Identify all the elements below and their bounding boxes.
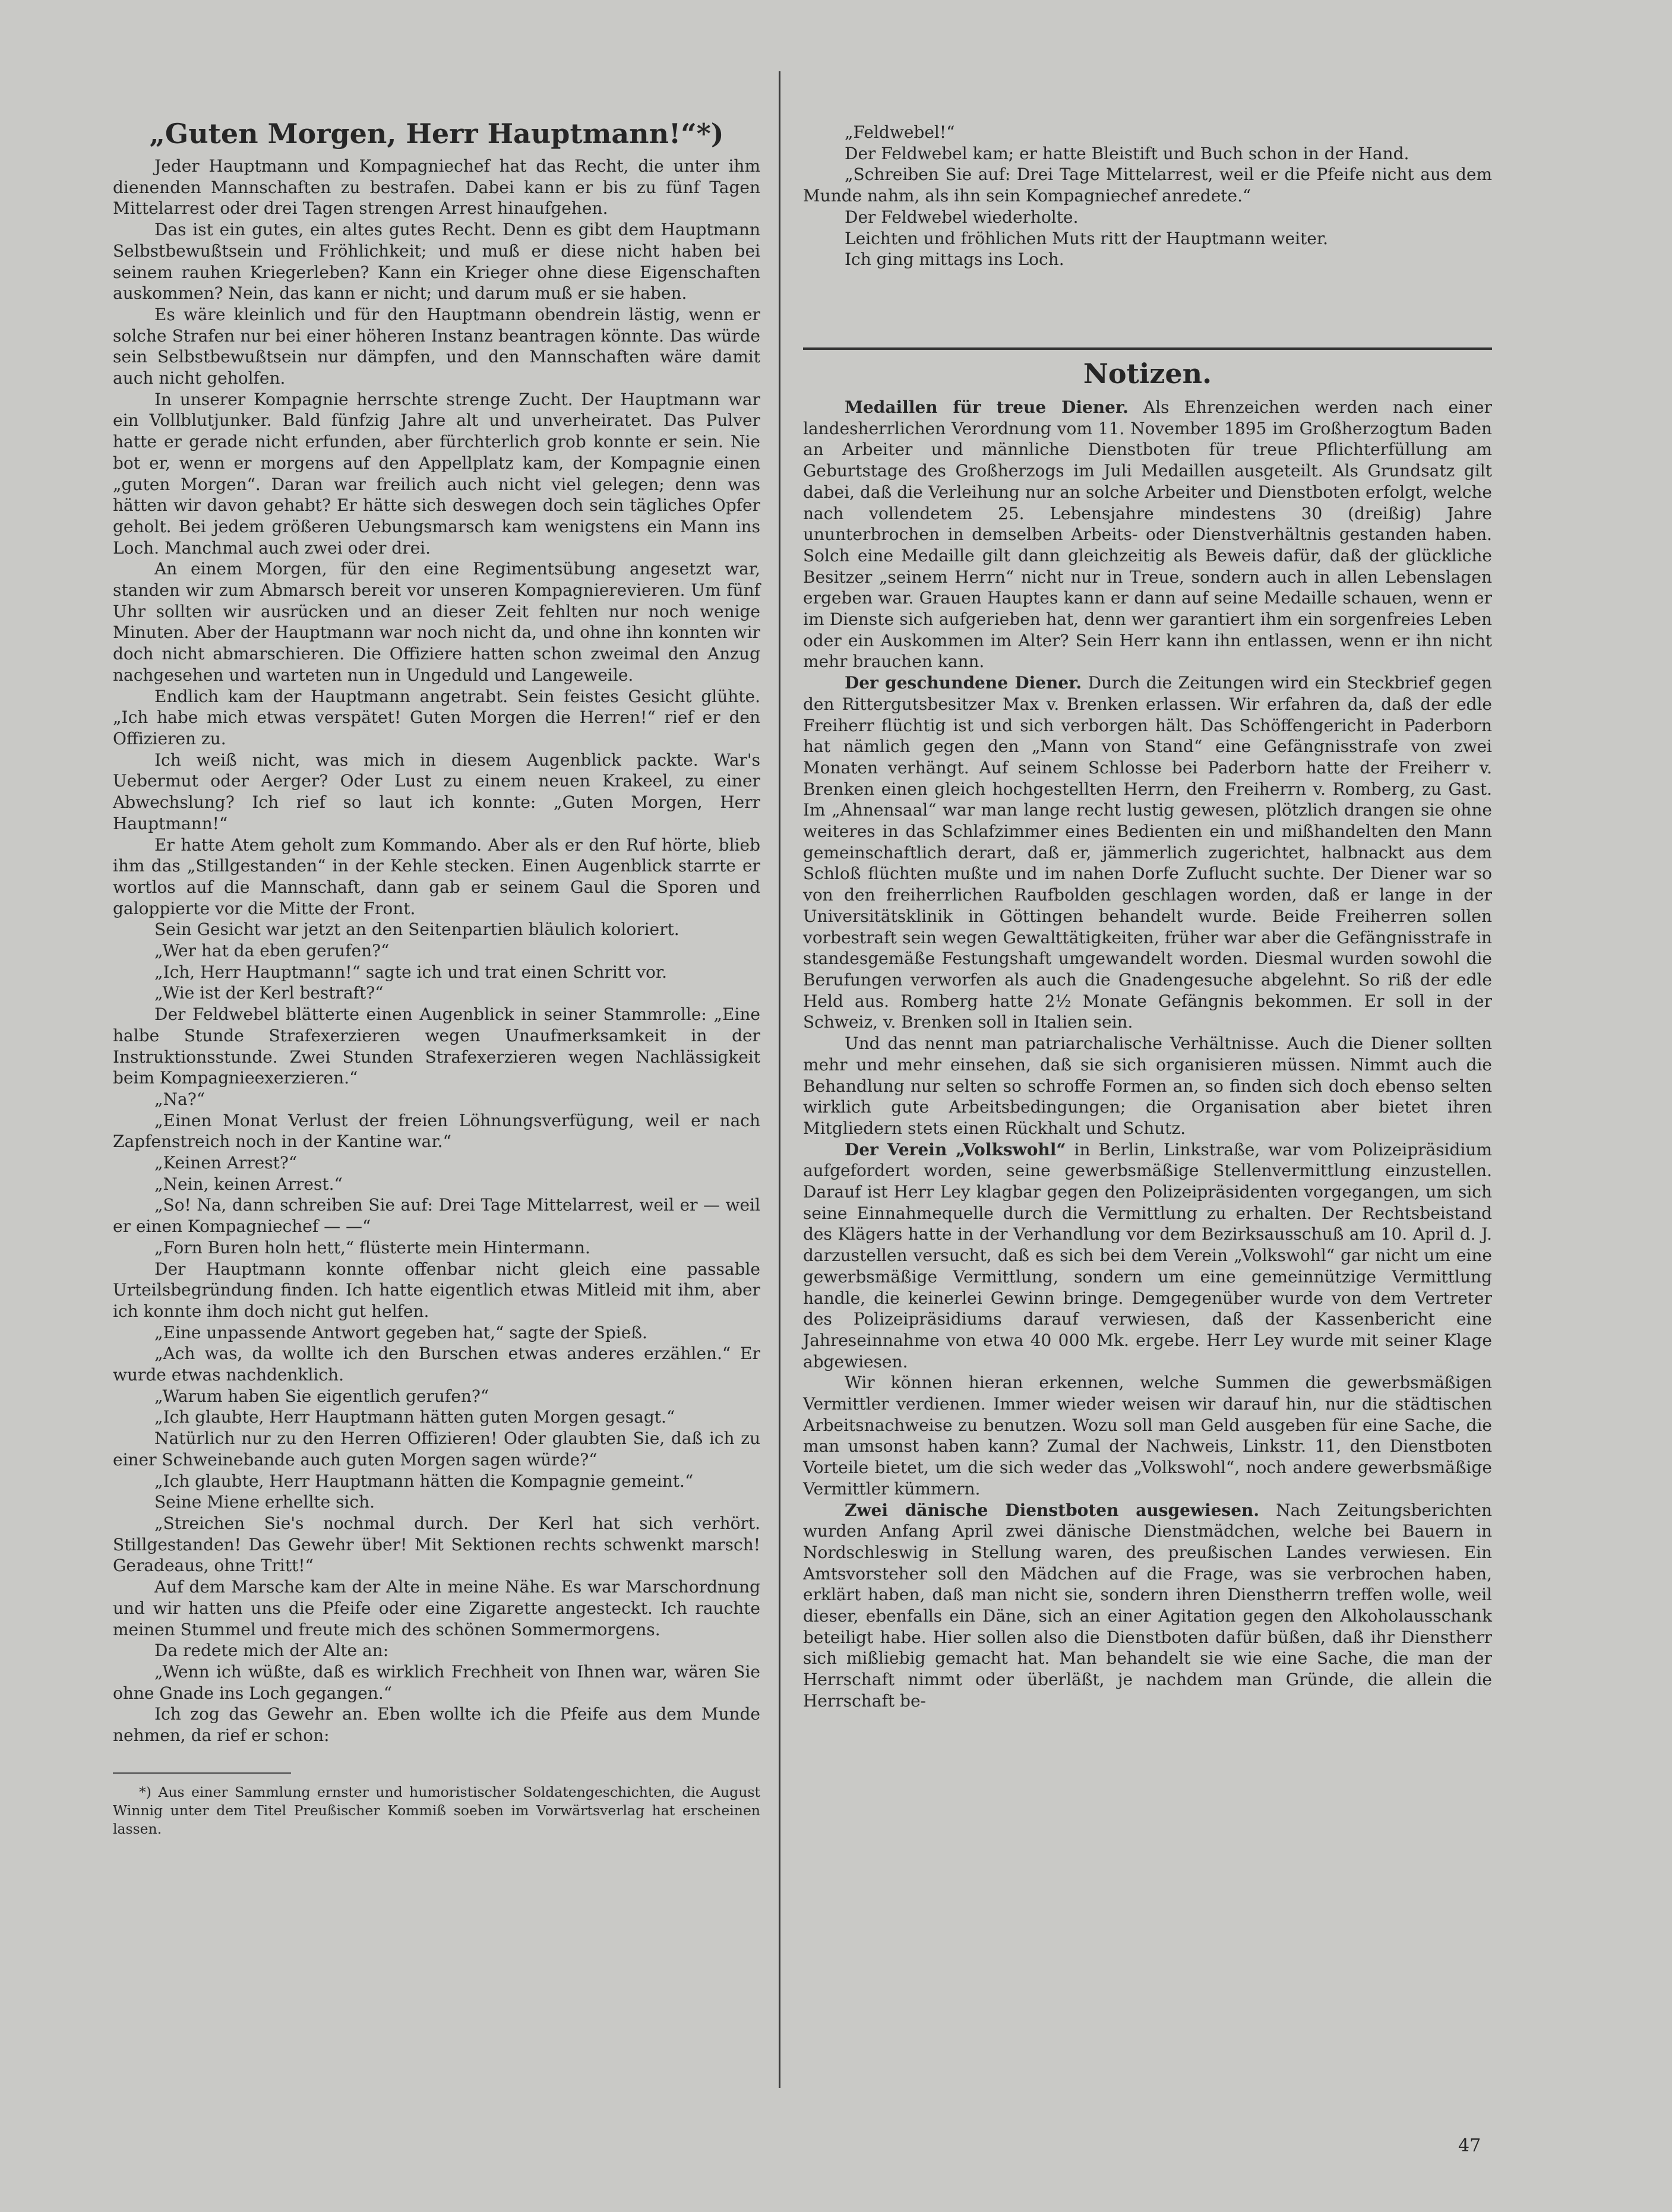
footnote: *) Aus einer Sammlung ernster und humoristischer Soldatengeschichten, die August Winnig unter dem Titel Preußischer Kommiß soeben im Vorwärtsverlag hat erscheinen lassen. [113,1783,760,1837]
page-number: 47 [1458,2135,1481,2156]
article-paragraph: „Eine unpassende Antwort gegeben hat,“ sagte der Spieß. [154,1322,647,1342]
article-paragraph: Endlich kam der Hauptmann angetrabt. Sein feistes Gesicht glühte. „Ich habe mich etwas verspätet! Guten Morgen die Herren!“ rief er den Offizieren zu. [113,686,760,748]
notiz-item [803,1500,1492,1712]
article-paragraph: Ich weiß nicht, was mich in diesem Augenblick packte. War's Uebermut oder Aerger? Oder Lust zu einem neuen Krakeel, zu einer Abwechslung? Ich rief so laut ich konnte: „Guten Morgen, Herr Hauptmann!“ [113,750,760,833]
article-paragraph: „Einen Monat Verlust der freien Löhnungsverfügung, weil er nach Zapfenstreich noch in der Kantine war.“ [113,1110,760,1152]
article-paragraph: Der Feldwebel blätterte einen Augenblick in seiner Stammrolle: „Eine halbe Stunde Strafexerzieren wegen Unaufmerksamkeit in der Instruktionsstunde. Zwei Stunden Strafexerzieren wegen Nachlässigkeit beim Kompagnieexerzieren.“ [113,1004,760,1088]
notiz-item [803,672,1492,1033]
notiz-title: Der Verein „Volkswohl“ [845,1139,1066,1159]
article-paragraph: „Ach was, da wollte ich den Burschen etwas anderes erzählen.“ Er wurde etwas nachdenklich. [113,1344,760,1385]
notizen-heading: Notizen. [1083,358,1212,390]
notiz-paragraph: Und das nennt man patriarchalische Verhältnisse. Auch die Diener sollten mehr und mehr einsehen, daß sie sich organisieren müssen. Nimmt auch die Behandlung nur selten so schroffe Formen an, so finden sich doch ebenso selten wirklich gute Arbeitsbedingungen; die Organisation aber bietet ihren Mitgliedern stets einen Rückhalt und Schutz. [803,1034,1492,1138]
article-paragraph: „Feldwebel!“ [845,122,955,142]
article-paragraph: „Schreiben Sie auf: Drei Tage Mittelarrest, weil er die Pfeife nicht aus dem Munde nahm, als ihn sein Kompagniechef anredete.“ [803,165,1492,206]
notiz-title: Medaillen für treue Diener. [845,397,1129,417]
notiz-item [803,397,1492,672]
article-paragraph: Auf dem Marsche kam der Alte in meine Nähe. Es war Marschordnung und wir hatten uns die Pfeife oder eine Zigarette angesteckt. Ich rauchte meinen Stummel und freute mich des schönen Sommermorgens. [113,1577,760,1639]
footnote-divider [113,1772,291,1774]
article-paragraph: Natürlich nur zu den Herren Offizieren! Oder glaubten Sie, daß ich zu einer Schweinebande auch guten Morgen sagen würde?“ [113,1429,760,1470]
notiz-title: Der geschundene Diener. [845,673,1082,693]
section-divider [803,347,1492,350]
article-paragraph: „So! Na, dann schreiben Sie auf: Drei Tage Mittelarrest, weil er — weil er einen Kompagniechef — —“ [113,1195,760,1237]
article-paragraph: Der Hauptmann konnte offenbar nicht gleich eine passable Urteilsbegründung finden. Ich hatte eigentlich etwas Mitleid mit ihm, aber ich konnte ihm doch nicht gut helfen. [113,1259,760,1321]
notiz-text: Nach Zeitungsberichten wurden Anfang April zwei dänische Dienstmädchen, welche bei Bauern in Nordschleswig in Stellung waren, des preußischen Landes verwiesen. Ein Amtsvorsteher soll den Mädchen auf die Frage, was sie verbrochen haben, erklärt haben, daß man nicht sie, sondern ihren Dienstherrn treffen wolle, weil dieser, ebenfalls ein Däne, sich an einer Agitation gegen den Alkoholausschank beteiligt habe. Hier sollen also die Dienstboten dafür büßen, daß ihr Dienstherr sich mißliebig gemacht hat. Man behandelt sie wie eine Sache, die man der Herrschaft nimmt oder überläßt, je nachdem man Gründe, die allein die Herrschaft be- [803,1500,1492,1711]
notiz-paragraph: Wir können hieran erkennen, welche Summen die gewerbsmäßigen Vermittler verdienen. Immer wieder weisen wir darauf hin, nur die städtischen Arbeitsnachweise zu benutzen. Wozu soll man Geld ausgeben für eine Sache, die man umsonst haben kann? Zumal der Nachweis, Linkstr. 11, den Dienstboten Vorteile bietet, um die sich weder das „Volkswohl“, noch andere gewerbsmäßige Vermittler kümmern. [803,1373,1492,1499]
article-paragraph: Ich zog das Gewehr an. Eben wollte ich die Pfeife aus dem Munde nehmen, da rief er schon: [113,1704,760,1746]
notiz-item [803,1139,1492,1373]
article-paragraph: „Ich glaubte, Herr Hauptmann hätten die Kompagnie gemeint.“ [154,1471,694,1491]
article-paragraph: Er hatte Atem geholt zum Kommando. Aber als er den Ruf hörte, blieb ihm das „Stillgestanden“ in der Kehle stecken. Einen Augenblick starrte er wortlos auf die Mannschaft, dann gab er seinem Gaul die Sporen und galoppierte vor die Mitte der Front. [113,835,760,918]
notiz-text: Als Ehrenzeichen werden nach einer landesherrlichen Verordnung vom 11. November 1895 im Großherzogtum Baden an Arbeiter und männliche Dienstboten für treue Pflichterfüllung am Geburtstage des Großherzogs im Juli Medaillen ausgeteilt. Als Grundsatz gilt dabei, daß die Verleihung nur an solche Arbeiter und Dienstboten erfolgt, welche nach vollendetem 25. Lebensjahre mindestens 30 (dreißig) Jahre ununterbrochen in demselben Arbeits- oder Dienstverhältnis gestanden haben. Solch eine Medaille gilt dann gleichzeitig als Beweis dafür, daß der glückliche Besitzer „seinem Herrn“ nicht nur in Treue, sondern auch in allen Lebenslagen ergeben war. Grauen Hauptes kann er dann auf seine Medaille schauen, wenn er im Dienste sich aufgerieben hat, denn wer garantiert ihm ein sorgenfreies Leben oder ein Auskommen im Alter? Sein Herr kann ihn entlassen, wenn er ihn nicht mehr brauchen kann. [803,397,1493,672]
article-paragraph: „Forn Buren holn hett,“ flüsterte mein Hintermann. [154,1237,590,1257]
article-paragraph: „Nein, keinen Arrest.“ [154,1174,343,1194]
article-paragraph: Jeder Hauptmann und Kompagniechef hat das Recht, die unter ihm dienenden Mannschaften zu bestrafen. Dabei kann er bis zu fünf Tagen Mittelarrest oder drei Tagen strengen Arrest hinaufgehen. [113,156,760,219]
article-body [113,156,760,1838]
article-paragraph: „Warum haben Sie eigentlich gerufen?“ [154,1386,489,1406]
article-paragraph: Der Feldwebel wiederholte. [845,207,1079,227]
article-paragraph: Seine Miene erhellte sich. [154,1492,375,1512]
article-paragraph: Leichten und fröhlichen Muts ritt der Hauptmann weiter. [845,228,1329,248]
article-paragraph: „Ich, Herr Hauptmann!“ sagte ich und trat einen Schritt vor. [154,962,668,982]
article-title: „Guten Morgen, Herr Hauptmann!“*) [149,118,724,150]
article-paragraph: „Wie ist der Kerl bestraft?“ [154,983,384,1003]
article-paragraph: Sein Gesicht war jetzt an den Seitenpartien bläulich koloriert. [154,919,679,940]
article-paragraph: „Ich glaubte, Herr Hauptmann hätten guten Morgen gesagt.“ [154,1407,675,1427]
article-paragraph: An einem Morgen, für den eine Regimentsübung angesetzt war, standen wir zum Abmarsch bereit vor unseren Kompagnierevieren. Um fünf Uhr sollten wir ausrücken und an dieser Zeit fehlten nur noch wenige Minuten. Aber der Hauptmann war noch nicht da, und ohne ihn konnten wir doch nicht abmarschieren. Die Offiziere hatten schon zweimal den Anzug nachgesehen und warteten nun in Ungeduld und Langeweile. [113,559,760,685]
notiz-title: Zwei dänische Dienstboten ausgewiesen. [845,1500,1260,1520]
article-continuation [803,122,1492,270]
article-paragraph: „Wenn ich wüßte, daß es wirklich Frechheit von Ihnen war, wären Sie ohne Gnade ins Loch gegangen.“ [113,1661,760,1703]
article-paragraph: Da redete mich der Alte an: [154,1641,389,1661]
notiz-text: Durch die Zeitungen wird ein Steckbrief gegen den Rittergutsbesitzer Max v. Brenken erlassen. Wir erfahren da, daß der edle Freiherr flüchtig ist und sich verborgen hält. Das Schöffengericht in Paderborn hat nämlich gegen den „Mann von Stand“ eine Gefängnisstrafe von zwei Monaten verhängt. Auf seinem Schlosse bei Paderborn hatte der Freiherr v. Brenken einen gleich hochgestellten Herrn, den Freiherrn v. Romberg, zu Gast. Im „Ahnensaal“ war man lange recht lustig gewesen, plötzlich drangen sie ohne weiteres in das Schlafzimmer eines Bedienten ein und mißhandelten den Mann gemeinschaftlich derart, daß er, jämmerlich zugerichtet, halbnackt aus dem Schloß flüchten mußte und im nahen Dorfe Zuflucht suchte. Der Diener war so von den freiherrlichen Raufbolden geschlagen worden, daß er lange in der Universitätsklinik in Göttingen behandelt wurde. Beide Freiherren sollen vorbestraft sein wegen Gewalttätigkeiten, früher war aber die Gefängnisstrafe in standesgemäße Festungshaft umgewandelt worden. Diesmal wurden sowohl die Berufungen verworfen als auch die Gnadengesuche abgelehnt. So riß der edle Held aus. Romberg hatte 2½ Monate Gefängnis bekommen. Er soll in der Schweiz, v. Brenken soll in Italien sein. [803,673,1492,1032]
article-paragraph: „Keinen Arrest?“ [154,1153,298,1173]
notizen-body [803,397,1492,1712]
article-paragraph: Es wäre kleinlich und für den Hauptmann obendrein lästig, wenn er solche Strafen nur bei einer höheren Instanz beantragen könnte. Das würde sein Selbstbewußtsein nur dämpfen, und den Mannschaften wäre damit auch nicht geholfen. [113,304,760,388]
notiz-text: in Berlin, Linkstraße, war vom Polizeipräsidium aufgefordert worden, seine gewerbsmäßige Stellenvermittlung einzustellen. Darauf ist Herr Ley klagbar gegen den Polizeipräsidenten vorgegangen, um sich seine Einnahmequelle durch die Vermittlung zu erhalten. Der Rechtsbeistand des Klägers hatte in der Verhandlung vor dem Bezirksausschuß am 10. April d. J. darzustellen versucht, daß es sich bei dem Verein „Volkswohl“ gar nicht um eine gewerbsmäßige Vermittlung, sondern um eine gemeinnützige Vermittlung handle, die keinerlei Gewinn bringe. Demgegenüber wurde von dem Vertreter des Polizeipräsidiums darauf verwiesen, daß der Kassenbericht eine Jahreseinnahme von etwa 40 000 Mk. ergebe. Herr Ley wurde mit seiner Klage abgewiesen. [803,1139,1492,1372]
article-paragraph: In unserer Kompagnie herrschte strenge Zucht. Der Hauptmann war ein Vollblutjunker. Bald fünfzig Jahre alt und unverheiratet. Das Pulver hatte er gerade nicht erfunden, aber fürchterlich grob konnte er sein. Nie bot er, wenn er morgens auf den Appellplatz kam, der Kompagnie einen „guten Morgen“. Daran war freilich auch nicht viel gelegen; denn was hätten wir davon gehabt? Er hätte sich deswegen doch sein tägliches Opfer geholt. Bei jedem größeren Uebungsmarsch kam wenigstens ein Mann ins Loch. Manchmal auch zwei oder drei. [113,389,760,558]
column-divider [779,71,780,2088]
article-paragraph: Ich ging mittags ins Loch. [845,249,1064,270]
article-paragraph: Der Feldwebel kam; er hatte Bleistift und Buch schon in der Hand. [845,143,1409,163]
article-paragraph: „Wer hat da eben gerufen?“ [154,941,390,961]
article-paragraph: Das ist ein gutes, ein altes gutes Recht. Denn es gibt dem Hauptmann Selbstbewußtsein und Fröhlichkeit; und muß er diese nicht haben bei seinem rauhen Kriegerleben? Kann ein Krieger ohne diese Eigenschaften auskommen? Nein, das kann er nicht; und darum muß er sie haben. [113,220,760,304]
article-paragraph: „Streichen Sie's nochmal durch. Der Kerl hat sich verhört. Stillgestanden! Das Gewehr über! Mit Sektionen rechts schwenkt marsch! Geradeaus, ohne Tritt!“ [113,1513,760,1576]
article-paragraph: „Na?“ [154,1089,206,1109]
